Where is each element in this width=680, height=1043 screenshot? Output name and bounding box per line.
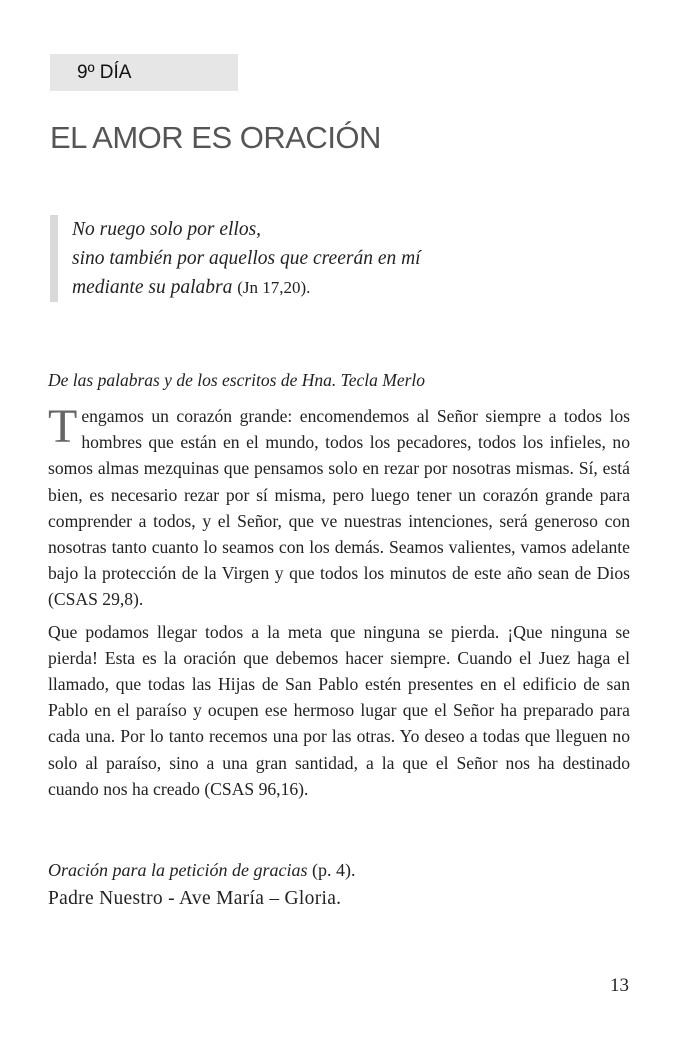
prayer-title: Oración para la petición de gracias	[48, 860, 308, 880]
body-text	[48, 400, 630, 808]
page-number: 13	[610, 975, 629, 996]
page-title: EL AMOR ES ORACIÓN	[50, 120, 381, 155]
quote-reference: (Jn 17,20).	[237, 278, 311, 297]
prayer-reference	[48, 857, 608, 884]
quote-line-text: mediante su palabra	[72, 277, 233, 298]
closing-section	[48, 857, 608, 914]
paragraph-2: Que podamos llegar todos a la meta que ninguna se pierda. ¡Que ninguna se pierda! Esta es la oración que debemos hacer siempre. Cuando el Juez haga el llamado, que todas las Hijas de San Pablo estén presentes en el edificio de san Pablo en el paraíso y ocupen ese hermoso lugar que el Señor ha preparado para cada una. Por lo tanto recemos una por las otras. Yo deseo a todas que lleguen no solo al paraíso, sino a una gran santidad, a la que el Señor nos ha destinado cuando nos ha creado (CSAS 96,16).	[48, 621, 630, 799]
quote-line: sino también por aquellos que creerán en mí	[72, 248, 421, 269]
source-heading: De las palabras y de los escritos de Hna. Tecla Merlo	[48, 370, 426, 390]
prayer-page-ref: (p. 4).	[307, 860, 356, 880]
scripture-quote	[50, 215, 570, 302]
quote-line: No ruego solo por ellos,	[72, 219, 262, 240]
paragraph-1	[48, 400, 630, 613]
quote-line-last	[72, 273, 570, 302]
paragraph-1-text: engamos un corazón grande: encomendemos al Señor siempre a todos los hombres que están en el mundo, todos los pecadores, todos los infieles, no somos almas mezquinas que pensamos solo en rezar por nosotras mismas. Sí, está bien, es necesario rezar por sí misma, pero luego tener un corazón grande para comprender a todos, y el Señor, que ve nuestras intenciones, será generoso con nosotras tanto cuanto lo seamos con los demás. Seamos valientes, vamos adelante bajo la protección de la Virgen y que todos los minutos de este año sean de Dios (CSAS 29,8).	[48, 406, 630, 610]
prayer-list: Padre Nuestro - Ave María – Gloria.	[48, 888, 342, 909]
drop-cap: T	[48, 400, 78, 453]
day-label: 9º DÍA	[50, 54, 238, 91]
